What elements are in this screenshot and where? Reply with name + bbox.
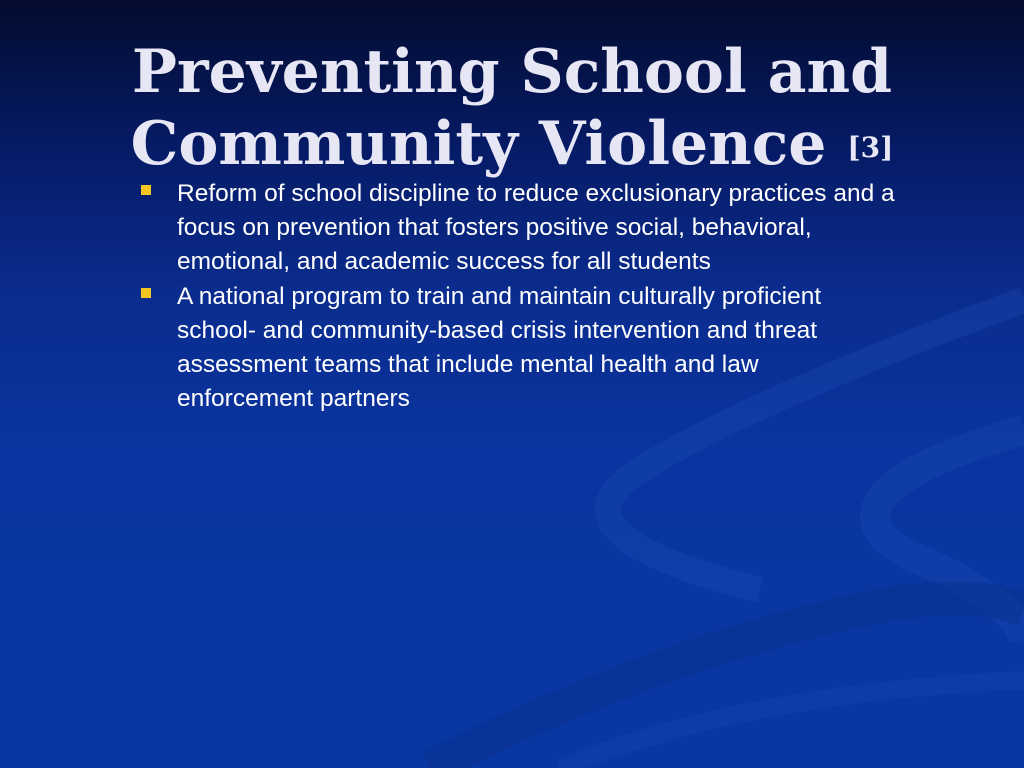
slide-title (0, 36, 1024, 184)
square-bullet-icon (141, 288, 151, 298)
bullet-text: Reform of school discipline to reduce exclusionary practices and a focus on prevention that fosters positive social, behavioral, emotional, and academic success for all students (177, 180, 895, 276)
bullet-text: A national program to train and maintain culturally proficient school- and community-based crisis intervention and threat assessment teams that include mental health and law enforcement partners (177, 282, 822, 413)
square-bullet-icon (141, 185, 151, 195)
slide-title-reference: [3] (847, 131, 894, 164)
slide-title-text: Preventing School and Community Violence (130, 37, 893, 179)
bullet-item (138, 280, 898, 417)
bullet-list (138, 177, 898, 416)
bullet-item (138, 177, 898, 280)
